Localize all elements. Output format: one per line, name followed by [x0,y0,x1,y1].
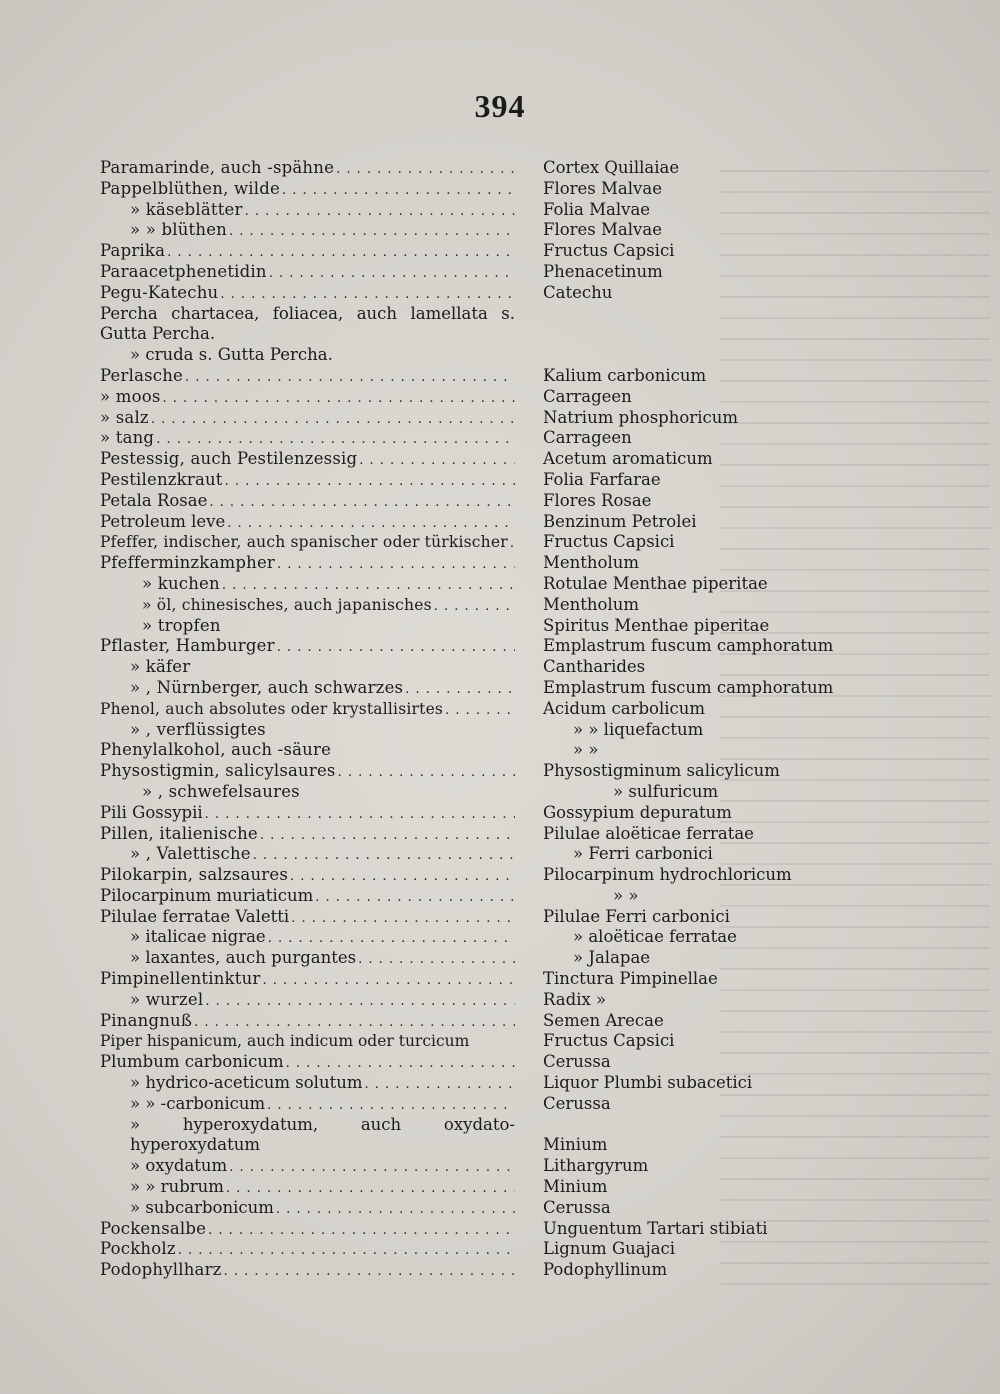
entry-term: Pfeffer, indischer, auch spanischer oder türkischer [100,533,508,552]
list-item [100,470,900,491]
entry-term: » moos [100,386,161,406]
entry-term: » wurzel [130,989,204,1009]
entry-term: » italicae nigrae [130,927,266,947]
index-list [100,158,900,1281]
entry-latin: Liquor Plumbi subacetici [543,1073,753,1093]
entry-term: » » -carbonicum [130,1093,266,1113]
list-item [100,179,900,200]
entry-latin: » sulfuricum [613,781,719,801]
list-item [100,990,900,1011]
entry-latin: » » [613,885,639,905]
entry-latin: Phenacetinum [543,261,663,281]
entry-latin: Mentholum [543,594,640,614]
entry-term: » tang [100,428,155,448]
entry-term: Pestilenzkraut [100,469,223,489]
list-item [100,657,900,678]
list-item [100,449,900,470]
entry-latin: Folia Farfarae [543,469,661,489]
entry-term: Piper hispanicum, auch indicum oder turcicum [100,1032,470,1051]
list-item [100,720,900,741]
entry-term: » , verflüssigtes [130,719,266,739]
list-item [100,1198,900,1219]
entry-latin: Cerussa [543,1093,611,1113]
entry-term: Pegu-Katechu [100,282,219,302]
entry-latin: Carrageen [543,386,632,406]
entry-term: Pappelblüthen, wilde [100,178,280,198]
entry-latin: Catechu [543,282,613,302]
entry-term: » oxydatum [130,1156,228,1176]
list-item [100,844,900,865]
entry-term: » käseblätter [130,199,243,219]
entry-term: Perlasche [100,365,184,385]
entry-term: Pockholz [100,1239,176,1259]
entry-latin: Natrium phosphoricum [543,407,738,427]
entry-term: » salz [100,407,149,427]
list-item [100,428,900,449]
list-item [100,366,900,387]
entry-latin: Carrageen [543,428,632,448]
list-item [100,1052,900,1073]
list-item [100,1177,900,1198]
list-item [100,1094,900,1115]
entry-latin: Gossypium depuratum [543,802,732,822]
entry-latin: » aloëticae ferratae [573,927,737,947]
entry-term: Pimpinellentinktur [100,969,261,989]
entry-term: Physostigmin, salicylsaures [100,761,336,781]
entry-term: » öl, chinesisches, auch japanisches [142,595,432,614]
entry-latin: Cantharides [543,657,646,677]
list-item [100,241,900,262]
list-item [100,1011,900,1032]
entry-latin: Emplastrum fuscum camphoratum [543,636,834,656]
entry-term: Pfefferminzkampher [100,553,276,573]
entry-latin: Spiritus Menthae piperitae [543,615,770,635]
entry-latin: Unguentum Tartari stibiati [543,1218,768,1238]
entry-term: » , Valettische [130,844,251,864]
entry-term: Petala Rosae [100,490,208,510]
entry-term: » » blüthen [130,220,227,240]
list-item [100,699,900,720]
list-item [100,616,900,637]
list-item [100,1239,900,1260]
list-item [100,803,900,824]
entry-term: Petroleum leve [100,511,226,531]
list-item [100,886,900,907]
list-item [100,1156,900,1177]
entry-term: Pestessig, auch Pestilenzessig [100,449,358,469]
list-item [100,512,900,533]
entry-latin: » » liquefactum [573,719,704,739]
entry-latin: Minium [543,1177,608,1197]
list-item [100,553,900,574]
entry-term: Pili Gossypii [100,802,203,822]
list-item [100,740,900,761]
list-item [100,1219,900,1240]
entry-term: » tropfen [142,615,221,635]
entry-latin: Kalium carbonicum [543,365,707,385]
list-item [100,595,900,616]
entry-term: Pilokarpin, salzsaures [100,865,288,885]
entry-term: Pillen, italienische [100,823,258,843]
list-item [100,304,900,346]
entry-term: Pilocarpinum muriaticum [100,885,314,905]
entry-latin: Mentholum [543,553,640,573]
entry-term: Pflaster, Hamburger [100,636,275,656]
entry-term: » hyperoxydatum, auch oxydato-hyperoxydatum [130,1114,515,1155]
entry-latin: Fructus Capsici [543,1031,675,1051]
entry-latin: Cortex Quillaiae [543,158,680,177]
list-item [100,1260,900,1281]
entry-term: » subcarbonicum [130,1197,274,1217]
entry-term: Paramarinde, auch -spähne [100,158,335,177]
entry-latin: Flores Malvae [543,220,662,240]
entry-term: » laxantes, auch purgantes [130,948,357,968]
entry-term: » kuchen [142,573,220,593]
entry-latin: » Ferri carbonici [573,844,713,864]
entry-term: Paprika [100,241,166,261]
list-item [100,1073,900,1094]
list-item [100,865,900,886]
page-number: 394 [474,88,526,124]
entry-term: Pilulae ferratae Valetti [100,906,290,926]
entry-term: Pockensalbe [100,1218,207,1238]
list-item [100,532,900,553]
entry-term: » cruda s. Gutta Percha. [130,345,333,365]
list-item [100,948,900,969]
entry-term: Plumbum carbonicum [100,1052,284,1072]
entry-latin: Radix » [543,989,607,1009]
list-item [100,220,900,241]
entry-latin: Fructus Capsici [543,241,675,261]
list-item [100,927,900,948]
entry-term: » , schwefelsaures [142,781,300,801]
list-item [100,969,900,990]
entry-latin: Cerussa [543,1197,611,1217]
entry-latin: Acetum aromaticum [543,449,713,469]
entry-term: Podophyllharz [100,1260,222,1280]
list-item [100,345,900,366]
entry-latin: Folia Malvae [543,199,651,219]
entry-latin: Tinctura Pimpinellae [543,969,718,989]
entry-latin: Pilulae aloëticae ferratae [543,823,754,843]
entry-latin: Emplastrum fuscum camphoratum [543,677,834,697]
list-item [100,782,900,803]
list-item [100,678,900,699]
entry-latin: Physostigminum salicylicum [543,761,780,781]
entry-latin: Benzinum Petrolei [543,511,697,531]
entry-latin: Fructus Capsici [543,532,675,552]
entry-term: Paraacetphenetidin [100,261,267,281]
list-item [100,636,900,657]
entry-term: » » rubrum [130,1177,224,1197]
list-item [100,387,900,408]
entry-latin: Minium [543,1135,608,1155]
entry-term: Phenol, auch absolutes oder krystallisirtes [100,699,444,718]
entry-term: » käfer [130,657,191,677]
list-item [100,262,900,283]
entry-term: Phenylalkohol, auch -säure [100,740,332,760]
list-item [100,200,900,221]
entry-latin: » Jalapae [573,948,651,968]
list-item [100,158,900,179]
list-item [100,283,900,304]
entry-latin: Lignum Guajaci [543,1239,676,1259]
entry-latin: Flores Malvae [543,178,662,198]
entry-latin: Rotulae Menthae piperitae [543,573,768,593]
list-item [100,491,900,512]
entry-latin: Lithargyrum [543,1156,649,1176]
entry-term: Percha chartacea, foliacea, auch lamellata s. Gutta Percha. [100,303,515,344]
entry-term: » hydrico-aceticum solutum [130,1073,363,1093]
entry-latin: Pilocarpinum hydrochloricum [543,865,792,885]
entry-latin: Flores Rosae [543,490,652,510]
entry-latin: Semen Arecae [543,1010,664,1030]
entry-latin: Podophyllinum [543,1260,668,1280]
entry-latin: » » [573,740,599,760]
list-item [100,907,900,928]
list-item [100,1031,900,1052]
entry-term: » , Nürnberger, auch schwarzes [130,677,404,697]
list-item [100,761,900,782]
list-item [100,824,900,845]
entry-latin: Acidum carbolicum [543,698,706,718]
entry-latin: Cerussa [543,1052,611,1072]
list-item [100,408,900,429]
list-item [100,574,900,595]
entry-term: Pinangnuß [100,1010,193,1030]
list-item [100,1115,900,1157]
entry-latin: Pilulae Ferri carbonici [543,906,730,926]
